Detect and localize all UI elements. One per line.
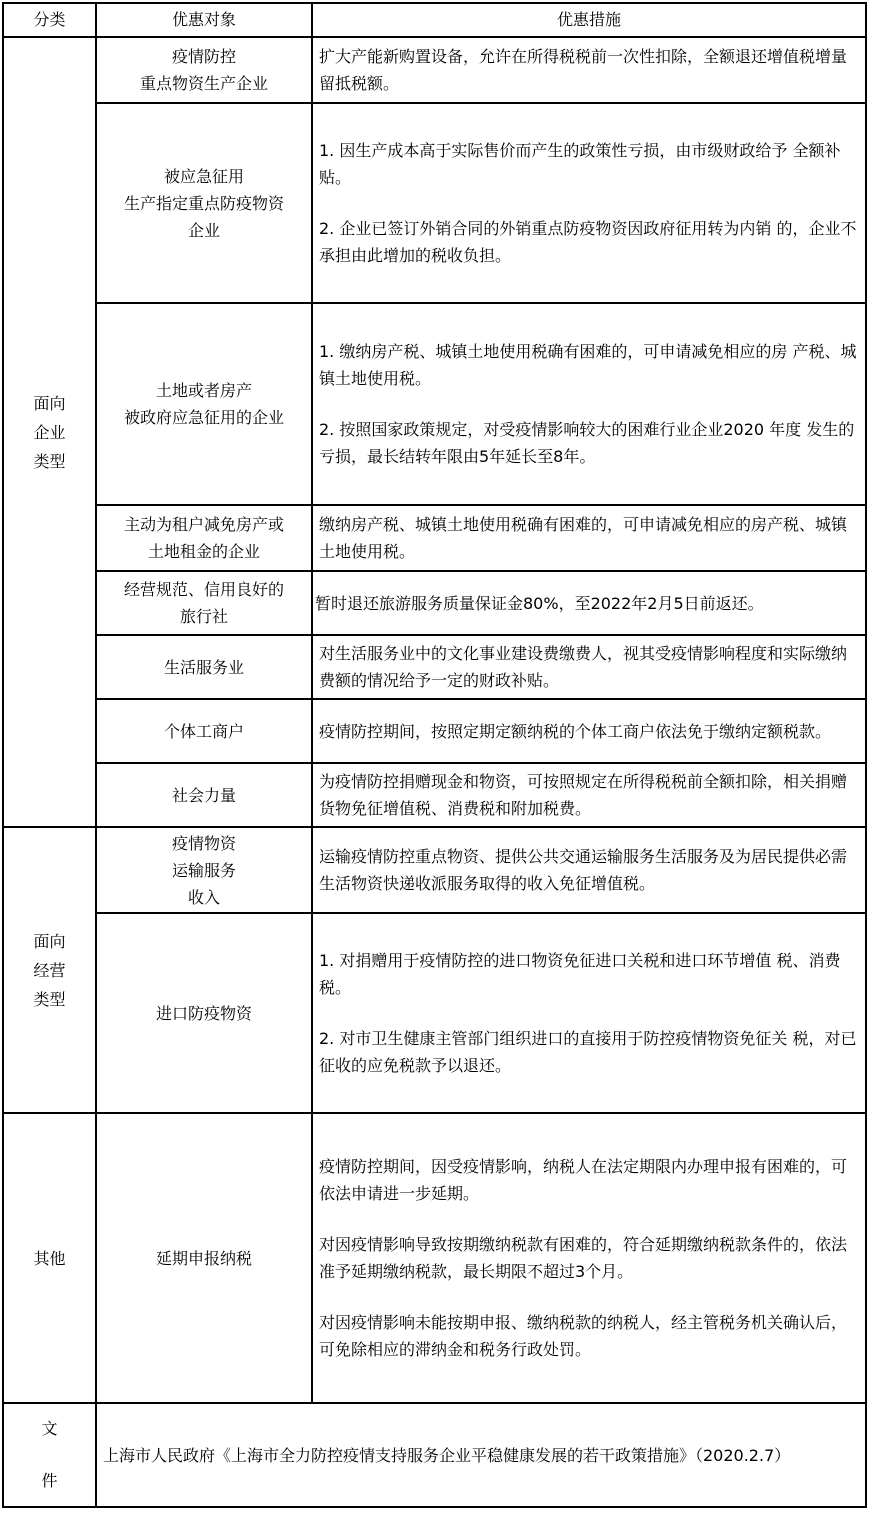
category-cell (3, 37, 96, 827)
table-row (3, 505, 866, 571)
target-cell: 生活服务业 (96, 635, 312, 699)
table-row (3, 699, 866, 763)
document-source: 上海市人民政府《上海市全力防控疫情支持服务企业平稳健康发展的若干政策措施》（2020.2.7） (96, 1403, 866, 1507)
target-cell: 土地或者房产 被政府应急征用的企业 (96, 303, 312, 505)
target-cell: 被应急征用 生产指定重点防疫物资 企业 (96, 103, 312, 303)
table-row (3, 913, 866, 1113)
measure-cell: 扩大产能新购置设备，允许在所得税税前一次性扣除，全额退还增值税增量留抵税额。 (312, 37, 866, 103)
header-category: 分类 (3, 3, 96, 37)
header-row (3, 3, 866, 37)
measure-cell: 运输疫情防控重点物资、提供公共交通运输服务生活服务及为居民提供必需生活物资快递收派服务取得的收入免征增值税。 (312, 827, 866, 913)
measure-cell: 1. 因生产成本高于实际售价而产生的政策性亏损，由市级财政给予 全额补贴。 2. 企业已签订外销合同的外销重点防疫物资因政府征用转为内销 的，企业不承担由此增加的税收负担。 (312, 103, 866, 303)
measure-cell: 1. 缴纳房产税、城镇土地使用税确有困难的，可申请减免相应的房 产税、城镇土地使用税。 2. 按照国家政策规定，对受疫情影响较大的困难行业企业2020 年度 发生的亏损，最长结转年限由5年延长至8年。 (312, 303, 866, 505)
category-label: 其他 (33, 1248, 66, 1268)
target-cell: 进口防疫物资 (96, 913, 312, 1113)
category-cell (3, 1113, 96, 1403)
header-target: 优惠对象 (96, 3, 312, 37)
table-row (3, 763, 866, 827)
table-row (3, 635, 866, 699)
target-cell: 疫情物资 运输服务 收入 (96, 827, 312, 913)
header-measure: 优惠措施 (312, 3, 866, 37)
category-label: 面向 企业 类型 (33, 393, 66, 471)
table-row (3, 827, 866, 913)
table-row (3, 37, 866, 103)
measure-cell: 缴纳房产税、城镇土地使用税确有困难的，可申请减免相应的房产税、城镇土地使用税。 (312, 505, 866, 571)
target-cell: 个体工商户 (96, 699, 312, 763)
category-cell (3, 827, 96, 1113)
category-label: 面向 经营 类型 (33, 931, 66, 1009)
document-category-cell: 文 件 (3, 1403, 96, 1507)
target-cell: 疫情防控 重点物资生产企业 (96, 37, 312, 103)
table-row (3, 103, 866, 303)
measure-cell: 疫情防控期间，因受疫情影响，纳税人在法定期限内办理申报有困难的，可依法申请进一步延期。 对因疫情影响导致按期缴纳税款有困难的，符合延期缴纳税款条件的，依法准予延期缴纳税款，最长期限不超过3个月。 对因疫情影响未能按期申报、缴纳税款的纳税人，经主管税务机关确认后，可免除相应的滞纳金和税务行政处罚。 (312, 1113, 866, 1403)
policy-table (2, 2, 867, 1508)
measure-cell: 对生活服务业中的文化事业建设费缴费人，视其受疫情影响程度和实际缴纳费额的情况给予一定的财政补贴。 (312, 635, 866, 699)
document-row (3, 1403, 866, 1507)
table-row (3, 1113, 866, 1403)
table-row (3, 571, 866, 635)
measure-cell: 1. 对捐赠用于疫情防控的进口物资免征进口关税和进口环节增值 税、消费税。 2. 对市卫生健康主管部门组织进口的直接用于防控疫情物资免征关 税，对已征收的应免税款予以退还。 (312, 913, 866, 1113)
measure-cell: 暂时退还旅游服务质量保证金80%，至2022年2月5日前返还。 (312, 571, 866, 635)
measure-cell: 为疫情防控捐赠现金和物资，可按照规定在所得税税前全额扣除，相关捐赠货物免征增值税、消费税和附加税费。 (312, 763, 866, 827)
table-row (3, 303, 866, 505)
measure-cell: 疫情防控期间，按照定期定额纳税的个体工商户依法免于缴纳定额税款。 (312, 699, 866, 763)
target-cell: 延期申报纳税 (96, 1113, 312, 1403)
target-cell: 社会力量 (96, 763, 312, 827)
target-cell: 经营规范、信用良好的 旅行社 (96, 571, 312, 635)
target-cell: 主动为租户减免房产或 土地租金的企业 (96, 505, 312, 571)
